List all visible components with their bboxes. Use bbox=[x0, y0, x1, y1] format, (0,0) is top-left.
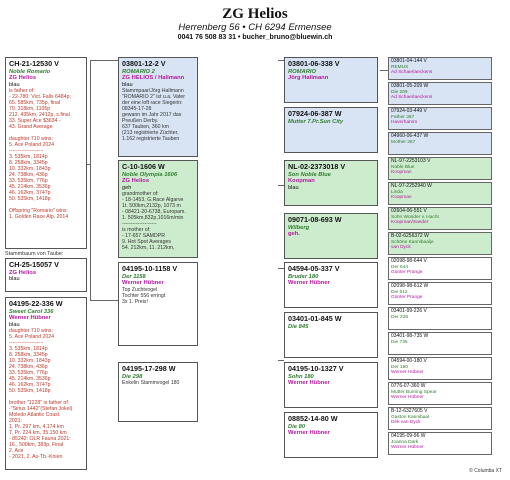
gen4-name: Sohn Wonder v. Hacht bbox=[391, 214, 439, 220]
gen4-band: 04594-00-180 V bbox=[391, 358, 427, 364]
gen3-band: 03801-06-338 V bbox=[288, 59, 340, 68]
dam-owner: Werner Hübner bbox=[9, 315, 51, 321]
subject2-pigeon-card[interactable] bbox=[5, 258, 87, 292]
gen3-name: Bruder 180 bbox=[288, 273, 319, 280]
sire-mother-band: C-10-1606 W bbox=[122, 162, 165, 171]
gen4-band: 02098-98-644 V bbox=[391, 258, 427, 264]
gen3-owner: Koopman bbox=[288, 178, 315, 184]
gen4-name: Der 226 bbox=[391, 314, 409, 320]
gen4-card[interactable] bbox=[388, 257, 492, 280]
gen4-band: 07924-03-449 V bbox=[391, 108, 427, 114]
gen4-owner: Koopman/Sander bbox=[391, 220, 429, 226]
gen4-band: 03801-04-144 V bbox=[391, 58, 427, 64]
subject-name: Noble Romario bbox=[9, 68, 51, 75]
sire-father-card[interactable] bbox=[118, 57, 198, 157]
gen3-name: Mutter 7.Pr.Sun City bbox=[288, 118, 344, 125]
dam-mother-name: Die 298 bbox=[122, 373, 143, 380]
subject-statement: Stammbaum von Taube: bbox=[5, 251, 64, 257]
loft-contact: 0041 76 508 83 31 • bucher_bruno@bluewin.ch bbox=[177, 34, 333, 41]
gen4-card[interactable] bbox=[388, 382, 492, 405]
sire-father-owner: ZG HELIOS / Hallmann bbox=[122, 75, 185, 81]
gen4-owner: Werner Hübner bbox=[391, 395, 424, 401]
subject-notes: is father of: - 22-780: Vict. Falls 6484p; 65. 585km, 735p, final 79. 318km, 1105p 212. 435km, 2412p, s.final 33. Super Ace $3634 - 43. Grand Average daughter 710 wins: 5. Ace Poland 2024 -------------------- 3. 535km, 1814p 8. 258km, 3345p 10. 332km, 1843p 24. 738km, 436p 33. 535km, 776p 45. 214km, 3536p 46. 162km, 3747p 50. 535km, 1418p Offspring "Romario" wins: 1. Golden Race Alp. 2014 bbox=[9, 88, 71, 220]
dam-father-band: 04195-10-1158 V bbox=[122, 264, 178, 273]
gen4-card[interactable] bbox=[388, 82, 492, 105]
dam-father-name: Der 1158 bbox=[122, 273, 146, 280]
dam-mother-notes: Enkelin Stammvogel 180 bbox=[122, 380, 180, 386]
subject2-band-number: CH-25-15057 V bbox=[9, 260, 59, 269]
gen4-name: Die 612 bbox=[391, 289, 408, 295]
dam-color: blau bbox=[9, 321, 20, 328]
sire-mother-notes: grandmother of: - 18-1453, G.Race Algarve 1t. 500km,2132p, 1073 m - 08421-20-6738, Europam. 1. 505km,832p,1016m/min -------------------- is mother of: - 17-657 SAMDPR 9. Hot Spot Averages 54. 212km, 11. 212km, bbox=[122, 191, 186, 251]
gen3-card[interactable] bbox=[284, 213, 378, 259]
gen4-card[interactable] bbox=[388, 107, 492, 130]
gen4-name: Father 367 bbox=[391, 114, 415, 120]
gen3-owner: Werner Hübner bbox=[288, 280, 330, 286]
gen3-card[interactable] bbox=[284, 160, 378, 206]
gen3-owner: Jörg Hallmann bbox=[288, 75, 329, 81]
gen4-name: Mother 367 bbox=[391, 139, 416, 145]
gen4-band: NL-97-2252940 W bbox=[391, 183, 432, 189]
gen3-band: 04195-10-1327 V bbox=[288, 364, 344, 373]
gen4-band: 03401-99-226 V bbox=[391, 308, 427, 314]
gen4-owner: Werner Hübner bbox=[391, 445, 424, 451]
gen4-card[interactable] bbox=[388, 57, 492, 80]
gen4-band: 04195-09-96 W bbox=[391, 433, 426, 439]
gen4-band: B-12-6327605 V bbox=[391, 408, 428, 414]
subject2-owner: ZG Helios bbox=[9, 269, 37, 276]
loft-address: Herrenberg 56 • CH 6294 Ermensee bbox=[178, 22, 332, 33]
gen4-card[interactable] bbox=[388, 232, 492, 255]
gen4-band: 03801-05-209 W bbox=[391, 83, 429, 89]
dam-mother-card[interactable] bbox=[118, 362, 198, 422]
gen3-name: Wilberg bbox=[288, 224, 310, 231]
gen4-card[interactable] bbox=[388, 407, 492, 430]
subject-pigeon-card[interactable] bbox=[5, 57, 87, 249]
dam-name: Sweet Carol 336 bbox=[9, 308, 54, 315]
sire-father-band: 03801-12-2 V bbox=[122, 59, 166, 68]
gen3-name: Son Noble Blue bbox=[288, 171, 331, 178]
gen4-card[interactable] bbox=[388, 132, 492, 155]
gen4-band: 04960-06-437 W bbox=[391, 133, 429, 139]
sire-father-name: ROMARIO 2 bbox=[122, 68, 155, 75]
gen3-name: Die 845 bbox=[288, 323, 309, 330]
gen4-name: Joanna Dark bbox=[391, 439, 419, 445]
gen4-card[interactable] bbox=[388, 332, 492, 355]
gen3-card[interactable] bbox=[284, 412, 378, 458]
copyright: © Columba XT bbox=[469, 468, 502, 474]
subject-color: blau bbox=[9, 81, 20, 88]
gen4-band: 0776-07-360 W bbox=[391, 383, 426, 389]
gen4-owner: Koopman bbox=[391, 170, 412, 176]
gen3-band: 09071-08-693 W bbox=[288, 215, 342, 224]
dam-father-card[interactable] bbox=[118, 262, 198, 346]
sire-mother-owner: ZG Helios bbox=[122, 178, 150, 184]
gen3-band: 07924-06-387 W bbox=[288, 109, 342, 118]
gen4-name: REMUS bbox=[391, 64, 409, 70]
gen3-card[interactable] bbox=[284, 57, 378, 103]
gen4-name: Die 209 bbox=[391, 89, 408, 95]
sire-mother-name: Noble Olympia 1606 bbox=[122, 171, 178, 178]
subject-owner: ZG Helios bbox=[9, 75, 37, 81]
gen4-band: 02098-98-612 W bbox=[391, 283, 429, 289]
sire-father-color: blau bbox=[122, 81, 133, 88]
gen4-card[interactable] bbox=[388, 157, 492, 180]
gen4-card[interactable] bbox=[388, 282, 492, 305]
gen3-band: NL-02-2373018 V bbox=[288, 162, 346, 171]
gen3-owner: Werner Hübner bbox=[288, 380, 330, 386]
gen4-band: B-02-6256372 W bbox=[391, 233, 429, 239]
sire-father-notes: Stammpaar/Jörg Hallmann "ROMARIO 2" ist u.a. Vater der eine loft race Siegerin: 08345-17-28 gewann im Jahr 2017 das Preußen Derby. 637 Tauben, 360 km (213 registrierte Züchter, 1.162 registrierte Tauben bbox=[122, 88, 185, 142]
gen4-name: Der 180 bbox=[391, 364, 409, 370]
dam-notes: daughter 710 wins: 5. Ace Poland 2024 -------------------- 3. 535km, 1814p 8. 258km, 3345p 10. 332km, 1843p 24. 738km, 436p 33. 535km, 776p 45. 214km, 3536p 46. 162km, 3747p 50. 535km, 1418p brother "1228" is father of: -"Sirius 1442"(Stefan Jokel) Moledo Atlantic Coast 2021: 1. Pr. 297 km, 4.174 km 7. Pr. 224 km, 35.150 km - 85242: OLR Fauna 2021: 16., 500km, 383p, Final 2. Ace - 2021, 2. As-Tb.-Knien bbox=[9, 328, 73, 460]
subject-band-number: CH-21-12530 V bbox=[9, 59, 59, 68]
gen4-name: Mutter Burning Spear bbox=[391, 389, 437, 395]
gen4-owner: van Dyck bbox=[391, 245, 411, 251]
gen4-band: NL-97-2253103 V bbox=[391, 158, 431, 164]
gen3-name: ROMARIO bbox=[288, 68, 317, 75]
gen4-name: Der 644 bbox=[391, 264, 409, 270]
gen3-band: 03401-01-845 W bbox=[288, 314, 342, 323]
gen4-owner: Koopman bbox=[391, 195, 412, 201]
gen4-band: 02604-06-551 V bbox=[391, 208, 427, 214]
dam-pigeon-card[interactable] bbox=[5, 297, 87, 470]
gen4-owner: Haverhamm bbox=[391, 120, 418, 126]
gen3-owner: geh. bbox=[288, 231, 300, 237]
gen3-band: 04594-05-337 V bbox=[288, 264, 340, 273]
gen4-name: Linda bbox=[391, 189, 403, 195]
gen3-name: Sohn 180 bbox=[288, 373, 314, 380]
gen4-band: 03401-98-735 W bbox=[391, 333, 429, 339]
gen4-owner: Günter Prange bbox=[391, 295, 423, 301]
gen3-owner: Werner Hübner bbox=[288, 430, 330, 436]
gen4-card[interactable] bbox=[388, 207, 492, 230]
gen3-card[interactable] bbox=[284, 312, 378, 358]
gen4-name: Die 735 bbox=[391, 339, 408, 345]
dam-father-owner: Werner Hübner bbox=[122, 280, 164, 286]
gen4-card[interactable] bbox=[388, 432, 492, 455]
gen4-name: Schöne Kannibaalje bbox=[391, 239, 434, 245]
subject2-color: blau bbox=[9, 276, 20, 282]
gen4-card[interactable] bbox=[388, 307, 492, 330]
gen4-owner: Günter Prange bbox=[391, 270, 423, 276]
loft-name: ZG Helios bbox=[222, 6, 288, 22]
gen4-card[interactable] bbox=[388, 182, 492, 205]
pedigree-header bbox=[0, 6, 510, 42]
gen3-card[interactable] bbox=[284, 262, 378, 308]
gen4-owner: Ad Schaerlaeckens bbox=[391, 70, 433, 76]
gen4-name: Noble Blue bbox=[391, 164, 415, 170]
sire-mother-color: geh bbox=[122, 184, 132, 191]
gen3-color: blau bbox=[288, 184, 299, 191]
sire-mother-card[interactable] bbox=[118, 160, 198, 258]
gen4-card[interactable] bbox=[388, 357, 492, 380]
gen3-card[interactable] bbox=[284, 362, 378, 408]
gen4-name: Gaston Kannibaal bbox=[391, 414, 430, 420]
gen3-name: Die 80 bbox=[288, 423, 306, 430]
dam-mother-band: 04195-17-298 W bbox=[122, 364, 176, 373]
dam-father-notes: Top Zuchtvogel Tochter 556 erringt 3x 1. Preis! bbox=[122, 286, 166, 305]
gen4-owner: Dirk van Dyck bbox=[391, 420, 421, 426]
gen3-card[interactable] bbox=[284, 107, 378, 153]
gen3-band: 08852-14-80 W bbox=[288, 414, 338, 423]
gen4-owner: Ad Schaerlaeckens bbox=[391, 95, 433, 101]
gen4-owner: Werner Hübner bbox=[391, 370, 424, 376]
dam-band-number: 04195-22-336 W bbox=[9, 299, 63, 308]
